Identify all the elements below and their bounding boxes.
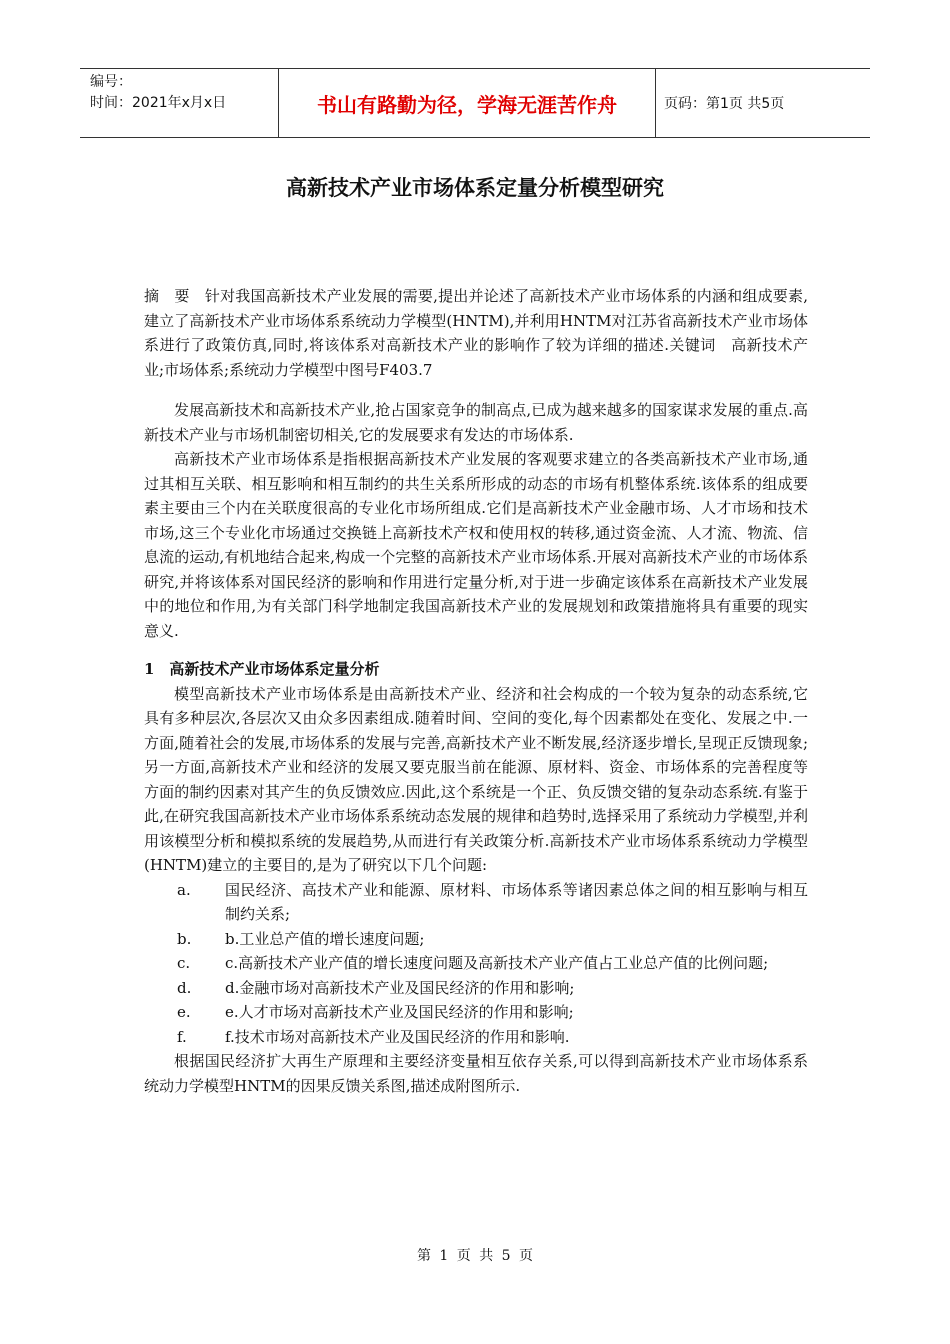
- list-item-text: c.高新技术产业产值的增长速度问题及高新技术产业产值占工业总产值的比例问题;: [225, 954, 769, 972]
- list-item-text: d.金融市场对高新技术产业及国民经济的作用和影响;: [225, 978, 575, 997]
- list-item-label: b.: [177, 929, 192, 948]
- document-body: [144, 284, 808, 1098]
- abstract: 摘 要 针对我国高新技术产业发展的需要,提出并论述了高新技术产业市场体系的内涵和组成要素,建立了高新技术产业市场体系系统动力学模型(HNTM),并利用HNTM对江苏省高新技术产业市场体系进行了政策仿真,同时,将该体系对高新技术产业的影响作了较为详细的描述.关键词 高新技术产业;市场体系;系统动力学模型中图号F403.7: [144, 287, 808, 379]
- section-heading: 1 高新技术产业市场体系定量分析: [144, 660, 380, 678]
- list-item: [144, 927, 808, 952]
- paragraph: 模型高新技术产业市场体系是由高新技术产业、经济和社会构成的一个较为复杂的动态系统,它具有多种层次,各层次又由众多因素组成.随着时间、空间的变化,每个因素都处在变化、发展之中.一方面,随着社会的发展,市场体系的发展与完善,高新技术产业不断发展,经济逐步增长,呈现正反馈现象;另一方面,高新技术产业和经济的发展又要克服当前在能源、原材料、资金、市场体系的完善程度等方面的制约因素对其产生的负反馈效应.因此,这个系统是一个正、负反馈交错的复杂动态系统.有鉴于此,在研究我国高新技术产业市场体系系统动态发展的规律和趋势时,选择采用了系统动力学模型,并利用该模型分析和模拟系统的发展趋势,从而进行有关政策分析.高新技术产业市场体系系统动力学模型(HNTM)建立的主要目的,是为了研究以下几个问题:: [144, 684, 808, 874]
- list-item-text: 国民经济、高技术产业和能源、原材料、市场体系等诸因素总体之间的相互影响与相互制约关系;: [225, 880, 808, 923]
- number-label: 编号：: [90, 74, 132, 90]
- list-item: [144, 878, 808, 927]
- document-title: 高新技术产业市场体系定量分析模型研究: [286, 176, 664, 200]
- paragraph: 高新技术产业市场体系是指根据高新技术产业发展的客观要求建立的各类高新技术产业市场,通过其相互关联、相互影响和相互制约的共生关系所形成的动态的市场有机整体系统.该体系的组成要素主要由三个内在关联度很高的专业化市场所组成.它们是高新技术产业金融市场、人才市场和技术市场,这三个专业化市场通过交换链上高新技术产权和使用权的转移,通过资金流、人才流、物流、信息流的运动,有机地结合起来,构成一个完整的高新技术产业市场体系.开展对高新技术产业的市场体系研究,并将该体系对国民经济的影响和作用进行定量分析,对于进一步确定该体系在高新技术产业发展中的地位和作用,为有关部门科学地制定我国高新技术产业的发展规划和政策措施将具有重要的现实意义.: [144, 450, 808, 640]
- date-label: 时间：2021年x月x日: [90, 95, 227, 111]
- list-item-text: e.人才市场对高新技术产业及国民经济的作用和影响;: [225, 1003, 574, 1021]
- list-item: [144, 951, 808, 976]
- header-page-info: 页码：第1页 共5页: [664, 96, 785, 112]
- list-item-label: a.: [177, 880, 191, 899]
- header-motto: 书山有路勤为径，学海无涯苦作舟: [279, 69, 656, 137]
- list-item-text: b.工业总产值的增长速度问题;: [225, 929, 425, 948]
- header-meta: [80, 69, 279, 137]
- page-footer: 第 1 页 共 5 页: [416, 1248, 534, 1264]
- list-item: [144, 1000, 808, 1025]
- list-item-text: f.技术市场对高新技术产业及国民经济的作用和影响.: [225, 1027, 570, 1046]
- list-item-label: c.: [177, 954, 191, 972]
- list-item-label: e.: [177, 1003, 191, 1021]
- paragraph: 根据国民经济扩大再生产原理和主要经济变量相互依存关系,可以得到高新技术产业市场体系系统动力学模型HNTM的因果反馈关系图,描述成附图所示.: [144, 1052, 808, 1095]
- paragraph: 发展高新技术和高新技术产业,抢占国家竞争的制高点,已成为越来越多的国家谋求发展的重点.高新技术产业与市场机制密切相关,它的发展要求有发达的市场体系.: [144, 401, 808, 444]
- list-item: [144, 1025, 808, 1050]
- list-item: [144, 976, 808, 1001]
- list-item-label: f.: [177, 1027, 187, 1046]
- page-header: [80, 68, 870, 138]
- list-item-label: d.: [177, 978, 192, 997]
